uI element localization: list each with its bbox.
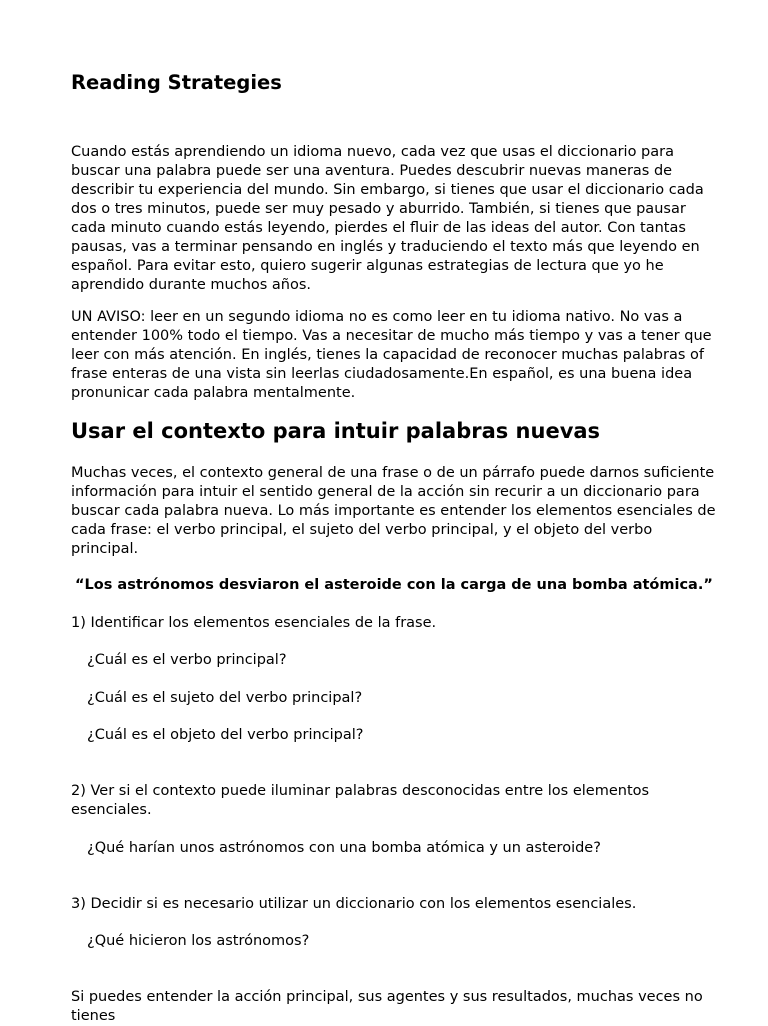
step-3-question: ¿Qué hicieron los astrónomos?	[87, 933, 310, 949]
section-paragraph: Muchas veces, el contexto general de una frase o de un párrafo puede darnos suficiente información para intuir el sentido general de la acción sin recurir a un diccionario para buscar cada palabra nueva. Lo más importante es entender los elementos esenciales de cada frase: el verbo principal, el sujeto del verbo principal, y el objeto del verbo principal.	[71, 465, 716, 557]
example-quote: “Los astrónomos desviaron el asteroide con la carga de una bomba atómica.”	[75, 577, 713, 593]
document-title: Reading Strategies	[71, 71, 282, 94]
section-heading: Usar el contexto para intuir palabras nuevas	[71, 419, 601, 443]
step-3: 3) Decidir si es necesario utilizar un diccionario con los elementos esenciales.	[71, 896, 637, 912]
warning-paragraph: UN AVISO: leer en un segundo idioma no es como leer en tu idioma nativo. No vas a entender 100% todo el tiempo. Vas a necesitar de mucho más tiempo y vas a tener que leer con más atención. En inglés, tienes la capacidad de reconocer muchas palabras of frase enteras de una vista sin leerlas ciudadosamente.En español, es una buena idea pronunicar cada palabra mentalmente.	[71, 309, 712, 401]
step-2-question: ¿Qué harían unos astrónomos con una bomba atómica y un asteroide?	[87, 840, 601, 856]
step-1-question-object: ¿Cuál es el objeto del verbo principal?	[87, 727, 364, 743]
step-1-question-verb: ¿Cuál es el verbo principal?	[87, 652, 287, 668]
closing-paragraph: Si puedes entender la acción principal, sus agentes y sus resultados, muchas veces no tienes	[71, 989, 703, 1024]
step-1-question-subject: ¿Cuál es el sujeto del verbo principal?	[87, 690, 363, 706]
intro-paragraph: Cuando estás aprendiendo un idioma nuevo, cada vez que usas el diccionario para buscar una palabra puede ser una aventura. Puedes descubrir nuevas maneras de describir tu experiencia del mundo. Sin embargo, si tienes que usar el diccionario cada dos o tres minutos, puede ser muy pesado y aburrido. También, si tienes que pausar cada minuto cuando estás leyendo, pierdes el fluir de las ideas del autor. Con tantas pausas, vas a terminar pensando en inglés y traduciendo el texto más que leyendo en español. Para evitar esto, quiero sugerir algunas estrategias de lectura que yo he aprendido durante muchos años.	[71, 144, 704, 293]
step-1: 1) Identificar los elementos esenciales de la frase.	[71, 615, 437, 631]
step-2: 2) Ver si el contexto puede iluminar palabras desconocidas entre los elementos esenciales.	[71, 783, 650, 818]
